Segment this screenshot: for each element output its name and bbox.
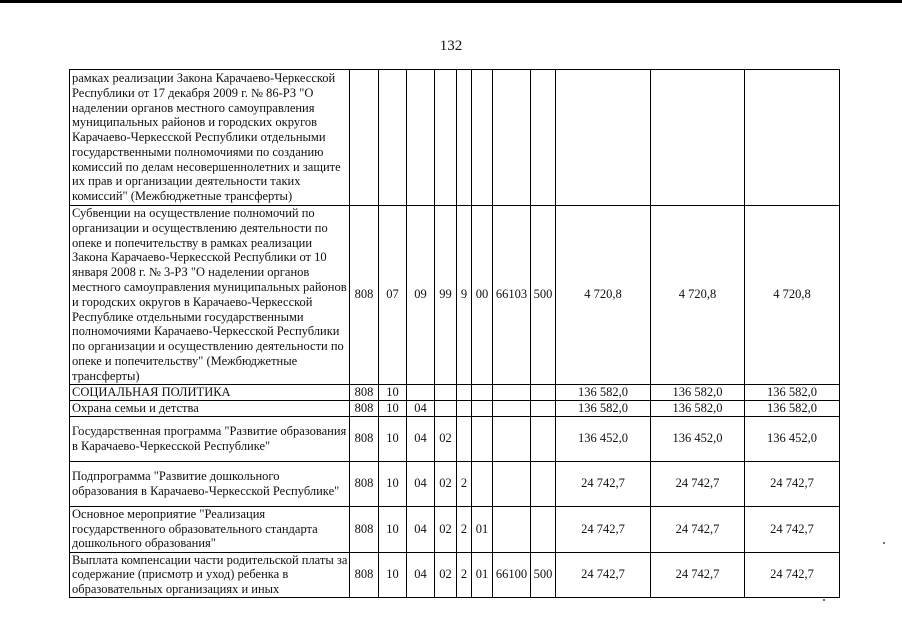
section-code bbox=[379, 70, 407, 206]
subprogram-code: 2 bbox=[457, 461, 472, 506]
expense-type-code bbox=[531, 506, 556, 552]
subsection-code: 04 bbox=[407, 416, 435, 461]
section-code: 07 bbox=[379, 206, 407, 385]
scan-speck bbox=[883, 542, 885, 544]
expense-type-code: 500 bbox=[531, 552, 556, 597]
amount-year-1: 24 742,7 bbox=[556, 461, 651, 506]
section-code: 10 bbox=[379, 506, 407, 552]
table-row bbox=[70, 400, 840, 416]
direction-code bbox=[493, 506, 531, 552]
row-description: Охрана семьи и детства bbox=[70, 400, 350, 416]
amount-year-3: 24 742,7 bbox=[745, 461, 840, 506]
ministry-code bbox=[350, 70, 379, 206]
amount-year-1: 136 452,0 bbox=[556, 416, 651, 461]
amount-year-2: 136 582,0 bbox=[651, 384, 745, 400]
section-code: 10 bbox=[379, 400, 407, 416]
amount-year-3: 24 742,7 bbox=[745, 552, 840, 597]
ministry-code: 808 bbox=[350, 416, 379, 461]
direction-code: 66103 bbox=[493, 206, 531, 385]
event-code bbox=[472, 416, 493, 461]
row-description: Подпрограмма "Развитие дошкольного образования в Карачаево-Черкесской Республике" bbox=[70, 461, 350, 506]
amount-year-2: 136 452,0 bbox=[651, 416, 745, 461]
subsection-code: 04 bbox=[407, 461, 435, 506]
program-code: 02 bbox=[435, 416, 457, 461]
scan-speck bbox=[823, 599, 825, 601]
top-rule bbox=[0, 0, 902, 3]
expense-type-code bbox=[531, 461, 556, 506]
event-code: 01 bbox=[472, 506, 493, 552]
amount-year-1: 24 742,7 bbox=[556, 506, 651, 552]
direction-code bbox=[493, 461, 531, 506]
table-row bbox=[70, 206, 840, 385]
subsection-code: 09 bbox=[407, 206, 435, 385]
amount-year-3: 136 452,0 bbox=[745, 416, 840, 461]
row-description: Субвенции на осуществление полномочий по организации и осуществлению деятельности по опеке и попечительству в рамках реализации Закона Карачаево-Черкесской Республики от 10 января 2008 г. № 3-РЗ "О наделении органов местного самоуправления муниципальных районов и городских округов в Карачаево-Черкесской Республике отдельными государственными полномочиями Карачаево-Черкесской Республики по организации и осуществлению деятельности по опеке и попечительству" (Межбюджетные трансферты) bbox=[70, 206, 350, 385]
section-code: 10 bbox=[379, 552, 407, 597]
budget-table bbox=[69, 69, 840, 598]
amount-year-1: 24 742,7 bbox=[556, 552, 651, 597]
program-code: 02 bbox=[435, 552, 457, 597]
ministry-code: 808 bbox=[350, 384, 379, 400]
program-code: 02 bbox=[435, 461, 457, 506]
amount-year-2: 24 742,7 bbox=[651, 506, 745, 552]
subsection-code: 04 bbox=[407, 552, 435, 597]
amount-year-2: 4 720,8 bbox=[651, 206, 745, 385]
expense-type-code bbox=[531, 416, 556, 461]
row-description: рамках реализации Закона Карачаево-Черкесской Республики от 17 декабря 2009 г. № 86-РЗ "О наделении органов местного самоуправления муниципальных районов и городских округов Карачаево-Черкесской Республики отдельными государственными полномочиями по созданию комиссий по делам несовершеннолетних и защите их прав и организации деятельности таких комиссий" (Межбюджетные трансферты) bbox=[70, 70, 350, 206]
program-code bbox=[435, 70, 457, 206]
subprogram-code bbox=[457, 416, 472, 461]
ministry-code: 808 bbox=[350, 552, 379, 597]
ministry-code: 808 bbox=[350, 461, 379, 506]
subprogram-code bbox=[457, 384, 472, 400]
table-row bbox=[70, 384, 840, 400]
direction-code bbox=[493, 400, 531, 416]
section-code: 10 bbox=[379, 416, 407, 461]
subsection-code: 04 bbox=[407, 400, 435, 416]
row-description: Основное мероприятие "Реализация государственного образовательного стандарта дошкольного образования" bbox=[70, 506, 350, 552]
amount-year-1: 136 582,0 bbox=[556, 400, 651, 416]
amount-year-2: 136 582,0 bbox=[651, 400, 745, 416]
expense-type-code: 500 bbox=[531, 206, 556, 385]
subsection-code bbox=[407, 70, 435, 206]
ministry-code: 808 bbox=[350, 206, 379, 385]
ministry-code: 808 bbox=[350, 506, 379, 552]
amount-year-2 bbox=[651, 70, 745, 206]
amount-year-1: 4 720,8 bbox=[556, 206, 651, 385]
row-description: Выплата компенсации части родительской платы за содержание (присмотр и уход) ребенка в образовательных организациях и иных bbox=[70, 552, 350, 597]
subsection-code bbox=[407, 384, 435, 400]
program-code bbox=[435, 384, 457, 400]
table-row bbox=[70, 416, 840, 461]
direction-code: 66100 bbox=[493, 552, 531, 597]
subprogram-code bbox=[457, 400, 472, 416]
ministry-code: 808 bbox=[350, 400, 379, 416]
event-code bbox=[472, 384, 493, 400]
amount-year-1: 136 582,0 bbox=[556, 384, 651, 400]
program-code: 02 bbox=[435, 506, 457, 552]
subprogram-code: 9 bbox=[457, 206, 472, 385]
event-code bbox=[472, 461, 493, 506]
table-row bbox=[70, 70, 840, 206]
table-row bbox=[70, 552, 840, 597]
expense-type-code bbox=[531, 400, 556, 416]
event-code bbox=[472, 400, 493, 416]
section-code: 10 bbox=[379, 384, 407, 400]
subprogram-code: 2 bbox=[457, 506, 472, 552]
amount-year-3: 4 720,8 bbox=[745, 206, 840, 385]
expense-type-code bbox=[531, 384, 556, 400]
expense-type-code bbox=[531, 70, 556, 206]
amount-year-2: 24 742,7 bbox=[651, 461, 745, 506]
subprogram-code: 2 bbox=[457, 552, 472, 597]
row-description: Государственная программа "Развитие образования в Карачаево-Черкесской Республике" bbox=[70, 416, 350, 461]
program-code: 99 bbox=[435, 206, 457, 385]
amount-year-3: 136 582,0 bbox=[745, 400, 840, 416]
amount-year-3: 24 742,7 bbox=[745, 506, 840, 552]
amount-year-1 bbox=[556, 70, 651, 206]
subsection-code: 04 bbox=[407, 506, 435, 552]
page-number: 132 bbox=[439, 38, 463, 54]
row-description: СОЦИАЛЬНАЯ ПОЛИТИКА bbox=[70, 384, 350, 400]
subprogram-code bbox=[457, 70, 472, 206]
direction-code bbox=[493, 70, 531, 206]
amount-year-3 bbox=[745, 70, 840, 206]
direction-code bbox=[493, 384, 531, 400]
amount-year-3: 136 582,0 bbox=[745, 384, 840, 400]
table-row bbox=[70, 506, 840, 552]
amount-year-2: 24 742,7 bbox=[651, 552, 745, 597]
section-code: 10 bbox=[379, 461, 407, 506]
table-row bbox=[70, 461, 840, 506]
event-code bbox=[472, 70, 493, 206]
program-code bbox=[435, 400, 457, 416]
event-code: 01 bbox=[472, 552, 493, 597]
event-code: 00 bbox=[472, 206, 493, 385]
direction-code bbox=[493, 416, 531, 461]
